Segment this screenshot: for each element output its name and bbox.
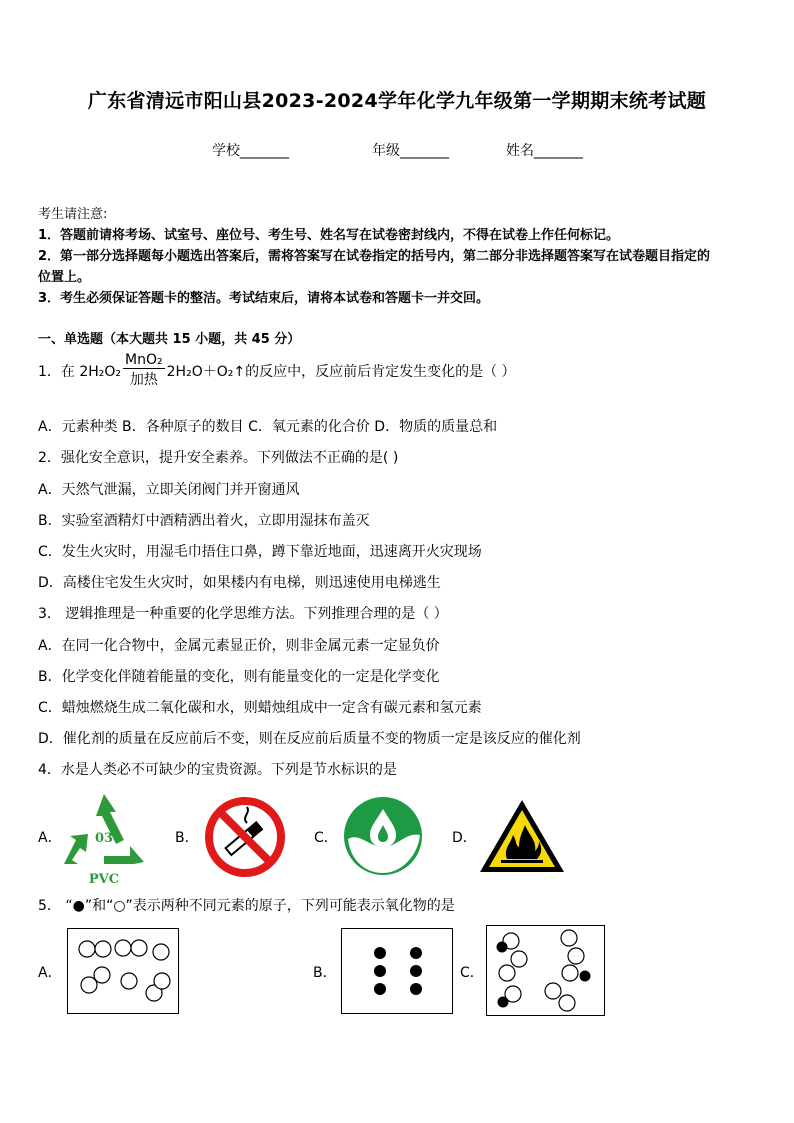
name-field: 姓名_______: [506, 143, 583, 159]
q5-label-c: C．: [460, 965, 484, 981]
q5-label-b: B．: [313, 965, 337, 981]
page-title: 广东省清远市阳山县2023-2024学年化学九年级第一学期期末统考试题: [87, 90, 707, 112]
grade-field: 年级_______: [372, 143, 449, 159]
q4-label-b: B．: [175, 830, 199, 846]
q1-suffix: 2H₂O＋O₂↑的反应中，反应前后肯定发生变化的是（ ）: [166, 363, 516, 380]
catalyst-label: MnO₂: [125, 352, 163, 368]
q2-option-a: A．天然气泄漏，立即关闭阀门并开窗通风: [38, 482, 300, 498]
notice-item-2: 2．第一部分选择题每小题选出答案后，需将答案写在试卷指定的括号内，第二部分非选择题答案写在试卷题目指定的: [38, 249, 711, 264]
q5-label-a: A．: [38, 965, 62, 981]
q3-option-a: A．在同一化合物中，金属元素显正价，则非金属元素一定显负价: [38, 638, 440, 654]
q2-option-d: D．高楼住宅发生火灾时，如果楼内有电梯，则迅速使用电梯逃生: [38, 575, 441, 591]
option-c-diagram: [487, 926, 604, 1015]
recycle-number: 03: [94, 831, 114, 846]
option-a-diagram: [68, 929, 178, 1013]
flammable-warning-icon: [477, 797, 567, 875]
q4-label-d: D．: [452, 830, 477, 846]
question-3: 3． 逻辑推理是一种重要的化学思维方法。下列推理合理的是（ ）: [38, 606, 448, 622]
no-smoking-icon: [203, 795, 287, 879]
water-saving-icon: [342, 795, 424, 877]
notice-item-3: 3．考生必须保证答题卡的整洁。考试结束后，请将本试卷和答题卡一并交回。: [38, 291, 490, 306]
q3-option-d: D．催化剂的质量在反应前后不变，则在反应前后质量不变的物质一定是该反应的催化剂: [38, 731, 581, 747]
notice-item-2-cont: 位置上。: [38, 270, 91, 285]
q1-prefix: 1．在 2H₂O₂: [38, 363, 122, 380]
recycle-icon: [58, 790, 150, 886]
q1-options: A．元素种类 B．各种原子的数目 C．氧元素的化合价 D．物质的质量总和: [38, 419, 498, 435]
section-heading: 一、单选题（本大题共 15 小题，共 45 分）: [38, 332, 301, 347]
option-b-box: [341, 928, 453, 1014]
q4-label-c: C．: [314, 830, 338, 846]
heat-label: 加热: [129, 372, 158, 388]
notice-heading: 考生请注意:: [38, 207, 108, 222]
option-c-box: [486, 925, 605, 1016]
notice-item-1: 1．答题前请将考场、试室号、座位号、考生号、姓名写在试卷密封线内，不得在试卷上作任何标记。: [38, 228, 620, 243]
q2-option-c: C．发生火灾时，用湿毛巾捂住口鼻，蹲下靠近地面，迅速离开火灾现场: [38, 544, 482, 560]
option-b-diagram: [342, 929, 452, 1013]
question-1: [38, 352, 516, 389]
question-2: 2．强化安全意识，提升安全素养。下列做法不正确的是( ): [38, 450, 399, 466]
option-a-box: [67, 928, 179, 1014]
school-field: 学校_______: [212, 143, 289, 159]
question-4: 4．水是人类必不可缺少的宝贵资源。下列是节水标识的是: [38, 762, 397, 778]
question-5: 5． “●”和“○”表示两种不同元素的原子，下列可能表示氧化物的是: [38, 898, 455, 914]
q3-option-c: C．蜡烛燃烧生成二氧化碳和水，则蜡烛组成中一定含有碳元素和氢元素: [38, 700, 482, 716]
q2-option-b: B．实验室酒精灯中酒精洒出着火，立即用湿抹布盖灭: [38, 513, 370, 529]
q4-label-a: A．: [38, 830, 62, 846]
recycle-code: PVC: [88, 872, 120, 886]
q3-option-b: B．化学变化伴随着能量的变化，则有能量变化的一定是化学变化: [38, 669, 440, 685]
reaction-condition: [123, 352, 165, 389]
